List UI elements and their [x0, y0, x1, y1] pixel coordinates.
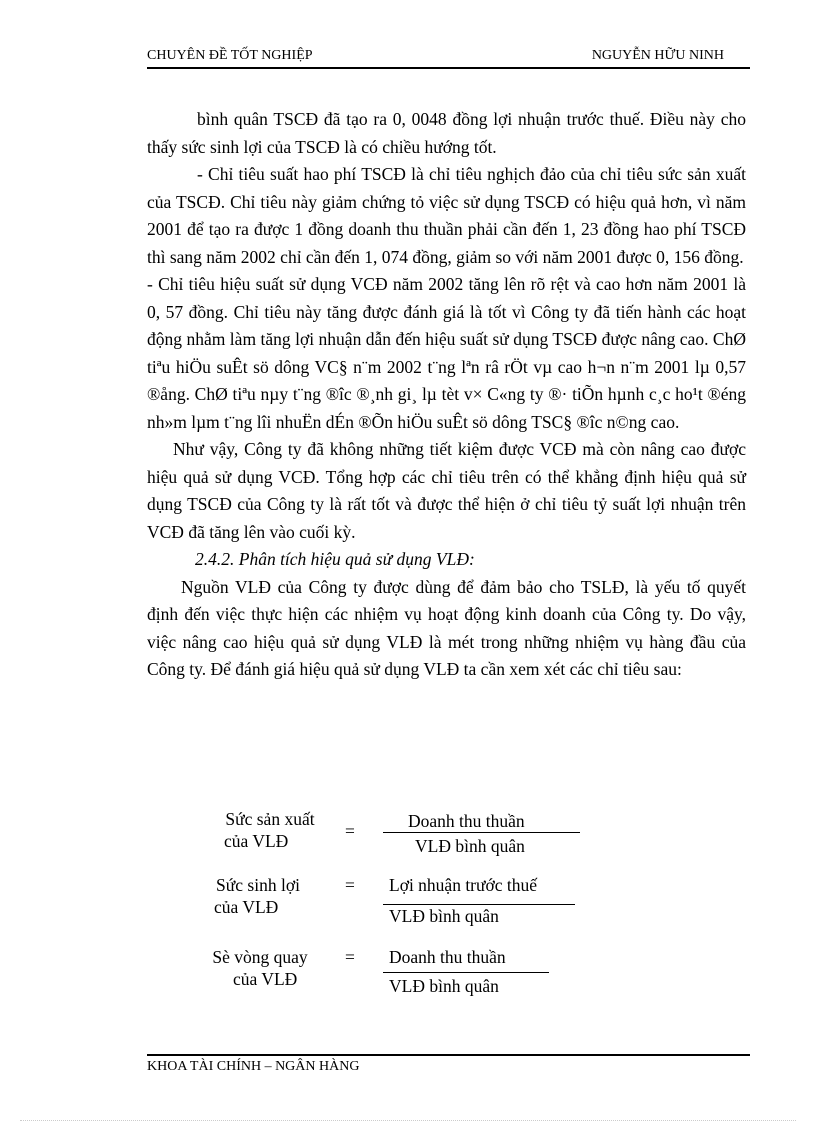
page-header: [147, 47, 750, 69]
formula-block: [0, 808, 816, 858]
paragraph: Như vậy, Công ty đã không những tiết kiệm được VCĐ mà còn nâng cao được hiệu quả sử dụng VCĐ. Tổng hợp các chỉ tiêu trên có thể khẳng định hiệu quả sử dụng TSCĐ của Công ty là rất tốt và được thể hiện ở chỉ tiêu tỷ suất lợi nhuận trên VCĐ đã tăng lên vào cuối kỳ.: [147, 439, 746, 542]
formula-label: của VLĐ: [224, 831, 289, 851]
formula-numerator: Doanh thu thuần: [389, 947, 506, 967]
formula-label: của VLĐ: [233, 969, 298, 989]
equals-sign: =: [345, 821, 355, 841]
paragraph: - Chỉ tiêu suất hao phí TSCĐ là chỉ tiêu nghịch đảo của chỉ tiêu sức sản xuất của TSCĐ. Chỉ tiêu này giảm chứng tỏ việc sử dụng TSCĐ có hiệu quả hơn, vì năm 2001 để tạo ra được 1 đồng doanh thu thuần phải cần đến 1, 23 đồng hao phí TSCĐ thì sang năm 2002 chỉ cần đến 1, 074 đồng, giảm so với năm 2001 được 0, 156 đồng.: [147, 164, 746, 267]
formula-block: [0, 872, 816, 932]
section-heading: 2.4.2. Phân tích hiệu quả sử dụng VLĐ:: [195, 549, 475, 569]
paragraph: bình quân TSCĐ đã tạo ra 0, 0048 đồng lợi nhuận trước thuế. Điều này cho thấy sức sinh lợi của TSCĐ là có chiều hướng tốt.: [147, 109, 746, 157]
equals-sign: =: [345, 947, 355, 967]
formula-denominator: VLĐ bình quân: [389, 976, 499, 996]
paragraph: Nguồn VLĐ của Công ty được dùng để đảm bảo cho TSLĐ, là yếu tố quyết định đến việc thực hiện các nhiệm vụ hoạt động kinh doanh của Công ty. Do vậy, việc nâng cao hiệu quả sử dụng VLĐ là mét trong những nhiệm vụ hàng đầu của Công ty. Để đánh giá hiệu quả sử dụng VLĐ ta cần xem xét các chỉ tiêu sau:: [147, 576, 746, 679]
fraction-line: [383, 972, 549, 973]
formula-denominator: VLĐ bình quân: [415, 836, 525, 856]
header-title: CHUYÊN ĐỀ TỐT NGHIỆP: [147, 48, 313, 63]
formula-numerator: Doanh thu thuần: [408, 811, 525, 831]
body-text: [147, 106, 746, 684]
formula-denominator: VLĐ bình quân: [389, 906, 499, 926]
formula-label: Sức sinh lợi: [216, 875, 300, 895]
page-edge: [20, 1120, 796, 1121]
formula-block: [0, 944, 816, 1004]
formula-numerator: Lợi nhuận trước thuế: [389, 875, 538, 895]
formula-label: Sè vòng quay: [212, 947, 308, 967]
formula-label: Sức sản xuất: [225, 809, 315, 829]
page-footer: KHOA TÀI CHÍNH – NGÂN HÀNG: [147, 1054, 750, 1075]
header-author: NGUYỄN HỮU NINH: [591, 48, 724, 63]
equals-sign: =: [345, 875, 355, 895]
formula-label: của VLĐ: [214, 897, 279, 917]
paragraph: - Chỉ tiêu hiệu suất sử dụng VCĐ năm 2002 tăng lên rõ rệt và cao hơn năm 2001 là 0, 57 đồng. Chỉ tiêu này tăng được đánh giá là tốt vì Công ty đã tiến hành các hoạt động nhằm làm tăng lợi nhuận dẫn đến hiệu suất sử dụng TSCĐ được nâng cao. ChØ tiªu hiÖu suÊt sö dông VC§ n¨m 2002 t¨ng lªn râ rÖt vµ cao h¬n n¨m 2001 lµ 0,57 ®ång. ChØ tiªu nµy t¨ng ®îc ®¸nh gi¸ lµ tèt v× C«ng ty ®· tiÕn hµnh c¸c ho¹t ®éng nh»m lµm t¨ng lîi nhuËn dÉn ®Õn hiÖu suÊt sö dông TSC§ ®îc n©ng cao.: [147, 274, 746, 432]
fraction-line: [383, 832, 580, 833]
